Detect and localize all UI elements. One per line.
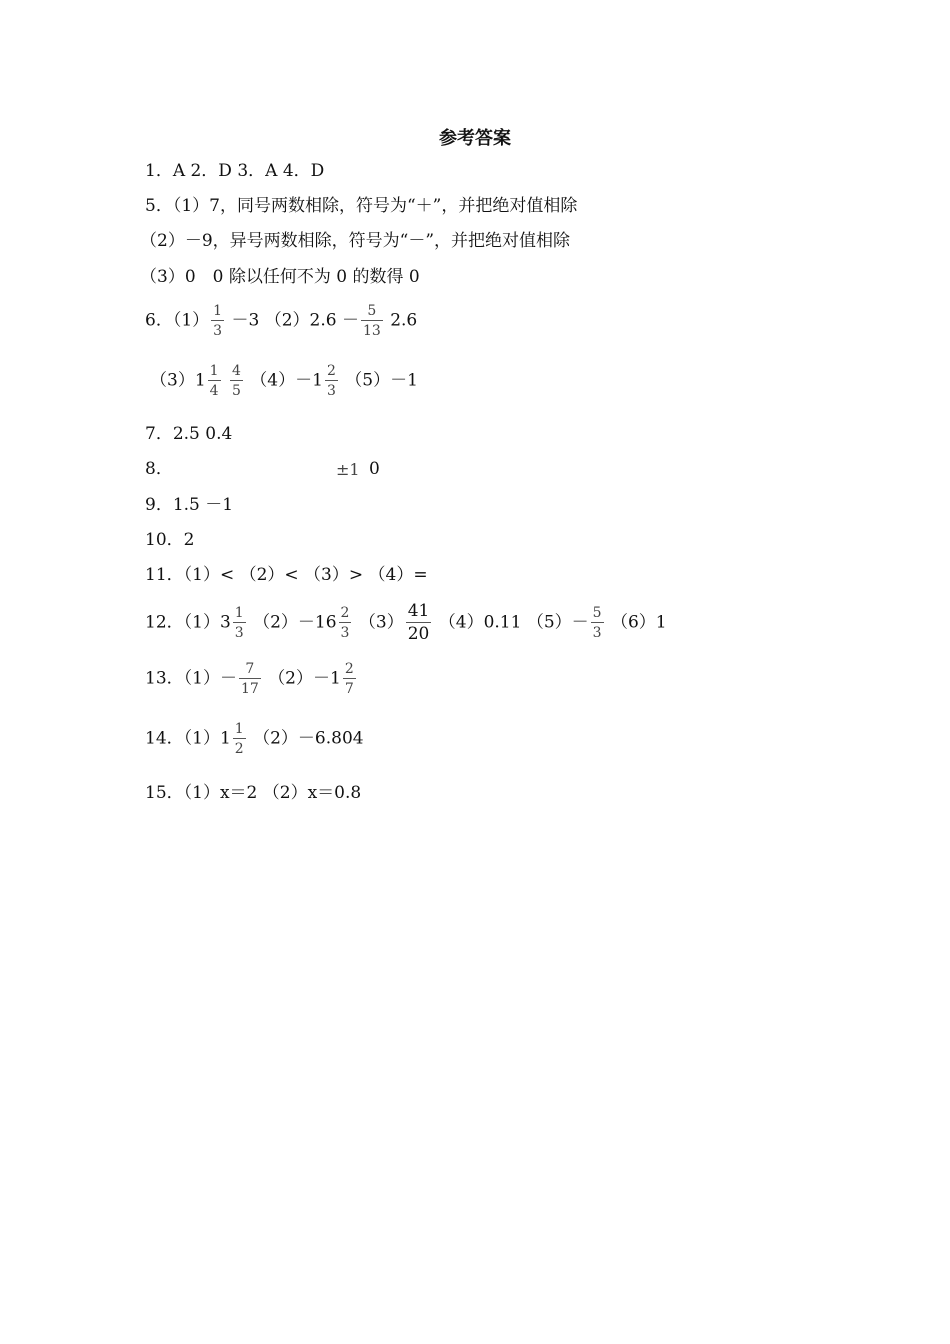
fraction xyxy=(230,364,243,398)
answer-line-13 xyxy=(145,662,358,696)
plus-minus-one: ±1 xyxy=(336,460,360,479)
numerator: 2 xyxy=(340,605,350,621)
denominator: 3 xyxy=(592,625,602,641)
line-text: （6）1 xyxy=(610,612,667,633)
numerator: 5 xyxy=(361,304,383,321)
page-title: 参考答案 xyxy=(439,128,511,149)
answer-line-7: 7．2.5 0.4 xyxy=(145,424,233,444)
numerator: 1 xyxy=(234,721,244,737)
line-prefix: （3）1 xyxy=(150,370,206,391)
line-text: （4）0.11 （5）－ xyxy=(438,612,589,633)
numerator: 7 xyxy=(239,662,261,679)
denominator: 5 xyxy=(231,383,241,399)
denominator: 3 xyxy=(340,625,350,641)
denominator: 2 xyxy=(234,741,244,757)
line-text: （2）－6.804 xyxy=(253,728,364,749)
fraction xyxy=(339,606,352,640)
fraction xyxy=(239,662,261,696)
denominator: 17 xyxy=(240,681,259,697)
line-prefix: 8． xyxy=(145,459,173,479)
answer-line-15: 15．（1）x＝2 （2）x＝0.8 xyxy=(145,783,362,803)
line-text: （5）－1 xyxy=(345,370,418,391)
denominator: 20 xyxy=(407,624,430,644)
line-text: （2）－16 xyxy=(253,612,337,633)
answer-line-9: 9．1.5 －1 xyxy=(145,495,234,515)
denominator: 7 xyxy=(344,681,354,697)
fraction xyxy=(233,722,246,756)
fraction xyxy=(325,364,338,398)
answer-line-8 xyxy=(145,458,173,480)
numerator: 1 xyxy=(209,363,219,379)
denominator: 3 xyxy=(326,383,336,399)
answer-line-5-1: 5．（1）7，同号两数相除，符号为“＋”，并把绝对值相除 xyxy=(145,196,578,216)
line-text: （2）－1 xyxy=(268,668,341,689)
answer-line-11: 11．（1）< （2）< （3）> （4）= xyxy=(145,565,428,585)
fraction xyxy=(233,606,246,640)
answer-line-1: 1．A 2．D 3．A 4．D xyxy=(145,161,325,181)
fraction xyxy=(361,304,383,338)
numerator: 1 xyxy=(234,605,244,621)
answer-line-12 xyxy=(145,603,667,643)
denominator: 13 xyxy=(362,323,381,339)
line-text: （3） xyxy=(358,612,404,633)
line-text: －3 （2）2.6 － xyxy=(231,310,359,331)
fraction xyxy=(211,304,224,338)
answer-line-8-zero: 0 xyxy=(369,459,380,479)
denominator: 3 xyxy=(213,323,223,339)
line-prefix: 6．（1） xyxy=(145,310,210,331)
answer-line-6-2 xyxy=(150,364,418,398)
denominator: 4 xyxy=(209,383,219,399)
numerator: 2 xyxy=(344,661,354,677)
answer-line-10: 10．2 xyxy=(145,530,195,550)
line-text: 2.6 xyxy=(390,310,418,331)
numerator: 4 xyxy=(231,363,241,379)
fraction xyxy=(208,364,221,398)
numerator: 41 xyxy=(407,601,430,621)
fraction xyxy=(343,662,356,696)
line-prefix: 14．（1）1 xyxy=(145,728,231,749)
line-text: （4）－1 xyxy=(250,370,323,391)
answer-line-14 xyxy=(145,722,364,756)
fraction xyxy=(591,606,604,640)
denominator: 3 xyxy=(234,625,244,641)
fraction xyxy=(406,603,432,643)
numerator: 1 xyxy=(213,303,223,319)
numerator: 5 xyxy=(592,605,602,621)
line-prefix: 12．（1）3 xyxy=(145,612,231,633)
numerator: 2 xyxy=(326,363,336,379)
answer-line-5-2: （2）－9，异号两数相除，符号为“－”，并把绝对值相除 xyxy=(140,231,571,251)
answer-line-6-1 xyxy=(145,304,417,338)
line-prefix: 13．（1）－ xyxy=(145,668,237,689)
answer-line-5-3: （3）0 0 除以任何不为 0 的数得 0 xyxy=(140,267,420,287)
